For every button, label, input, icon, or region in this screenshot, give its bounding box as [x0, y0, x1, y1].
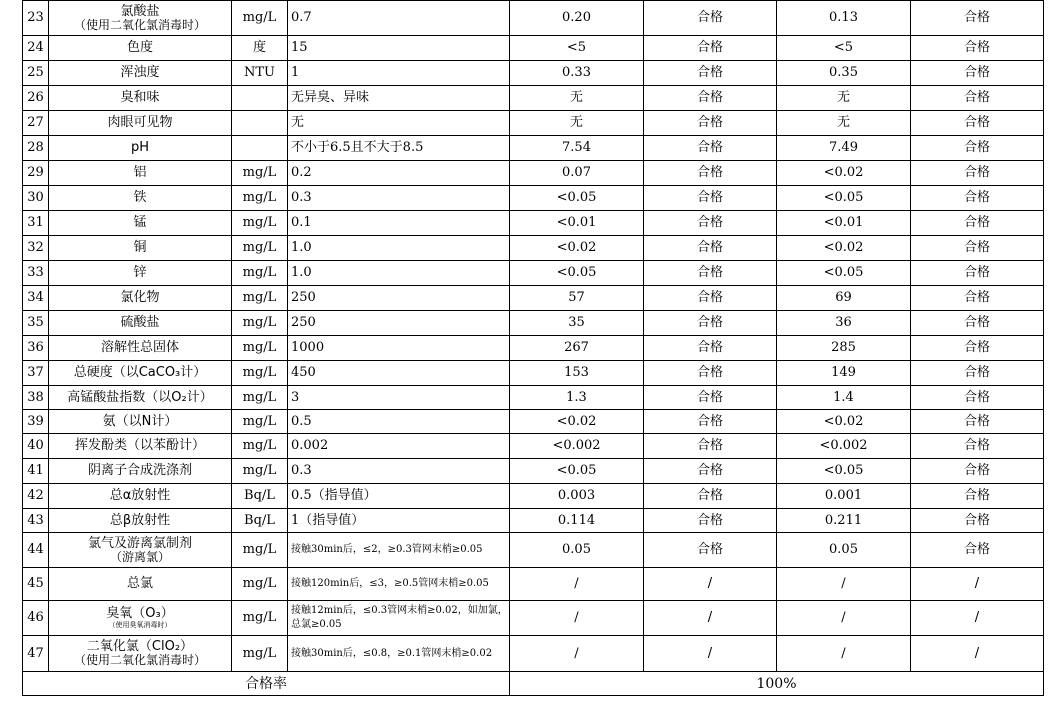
row-number: 38: [23, 386, 49, 410]
result-cell: 无: [510, 86, 644, 111]
judgment-cell: 合格: [911, 484, 1044, 509]
item-name-text: 氯酸盐: [120, 3, 160, 19]
result-cell: <0.01: [777, 211, 911, 236]
judgment-cell: /: [644, 568, 777, 601]
unit-cell: mg/L: [232, 261, 288, 286]
results-table-body: [23, 1, 1044, 696]
judgment-cell: 合格: [911, 459, 1044, 484]
result-cell: <0.01: [510, 211, 644, 236]
item-name-text: 铝: [133, 165, 147, 180]
judgment-cell: 合格: [911, 261, 1044, 286]
result-cell: /: [510, 636, 644, 672]
table-row: [23, 601, 1044, 636]
item-name-note: （使用二氧化氯消毒时）: [73, 653, 206, 667]
table-row: [23, 61, 1044, 86]
judgment-cell: 合格: [644, 533, 777, 568]
item-name-text: 氨（以N计）: [102, 413, 178, 429]
table-row: [23, 236, 1044, 261]
judgment-cell: 合格: [644, 86, 777, 111]
item-name-note: （使用臭氧消毒时）: [108, 620, 172, 629]
unit-cell: mg/L: [232, 568, 288, 601]
row-number: 26: [23, 86, 49, 111]
item-name-text: 铁: [133, 190, 147, 205]
item-name: [49, 261, 232, 286]
item-name-text: 臭氧（O₃）: [106, 605, 174, 621]
judgment-cell: 合格: [911, 286, 1044, 311]
item-name: [49, 61, 232, 86]
result-cell: 0.13: [777, 1, 911, 36]
result-cell: 0.05: [510, 533, 644, 568]
table-row: [23, 261, 1044, 286]
judgment-cell: /: [644, 601, 777, 636]
item-name: [49, 36, 232, 61]
item-name-text: pH: [130, 140, 150, 155]
judgment-cell: 合格: [911, 361, 1044, 386]
limit-cell: 无: [288, 111, 510, 136]
row-number: 25: [23, 61, 49, 86]
row-number: 37: [23, 361, 49, 386]
result-cell: 0.001: [777, 484, 911, 509]
item-name: [49, 311, 232, 336]
item-name: [49, 286, 232, 311]
result-cell: 0.20: [510, 1, 644, 36]
row-number: 24: [23, 36, 49, 61]
result-cell: <0.02: [777, 410, 911, 434]
table-row: [23, 509, 1044, 533]
result-cell: 153: [510, 361, 644, 386]
result-cell: 0.33: [510, 61, 644, 86]
judgment-cell: 合格: [911, 36, 1044, 61]
unit-cell: NTU: [232, 61, 288, 86]
row-number: 45: [23, 568, 49, 601]
item-name: [49, 211, 232, 236]
result-cell: 0.003: [510, 484, 644, 509]
judgment-cell: 合格: [911, 509, 1044, 533]
judgment-cell: 合格: [911, 1, 1044, 36]
judgment-cell: 合格: [911, 311, 1044, 336]
item-name: [49, 386, 232, 410]
limit-cell: 0.002: [288, 434, 510, 459]
judgment-cell: 合格: [644, 509, 777, 533]
row-number: 42: [23, 484, 49, 509]
row-number: 30: [23, 186, 49, 211]
item-name: [49, 111, 232, 136]
judgment-cell: 合格: [911, 61, 1044, 86]
judgment-cell: 合格: [911, 533, 1044, 568]
unit-cell: mg/L: [232, 361, 288, 386]
limit-cell: 接触120min后，≤3，≥0.5管网末梢≥0.05: [288, 568, 510, 601]
result-cell: 285: [777, 336, 911, 361]
result-cell: 57: [510, 286, 644, 311]
limit-cell: 不小于6.5且不大于8.5: [288, 136, 510, 161]
result-cell: <0.002: [510, 434, 644, 459]
judgment-cell: 合格: [644, 459, 777, 484]
unit-cell: mg/L: [232, 386, 288, 410]
item-name: [49, 484, 232, 509]
row-number: 32: [23, 236, 49, 261]
row-number: 36: [23, 336, 49, 361]
unit-cell: mg/L: [232, 410, 288, 434]
table-row: [23, 568, 1044, 601]
result-cell: 1.4: [777, 386, 911, 410]
limit-cell: 1（指导值）: [288, 509, 510, 533]
item-name: [49, 186, 232, 211]
limit-cell: 0.1: [288, 211, 510, 236]
row-number: 44: [23, 533, 49, 568]
limit-cell: 3: [288, 386, 510, 410]
result-cell: 0.211: [777, 509, 911, 533]
table-row: [23, 386, 1044, 410]
limit-cell: 接触12min后，≤0.3管网末梢≥0.02，如加氯，总氯≥0.05: [288, 601, 510, 636]
item-name: [49, 336, 232, 361]
item-name-text: 挥发酚类（以苯酚计）: [74, 438, 205, 453]
row-number: 41: [23, 459, 49, 484]
judgment-cell: /: [911, 568, 1044, 601]
item-name-text: 氯化物: [120, 290, 160, 305]
unit-cell: mg/L: [232, 434, 288, 459]
result-cell: <0.05: [777, 186, 911, 211]
item-name-text: 锌: [133, 265, 147, 280]
judgment-cell: 合格: [644, 261, 777, 286]
item-name-text: 臭和味: [120, 90, 160, 105]
result-cell: <5: [510, 36, 644, 61]
judgment-cell: 合格: [644, 361, 777, 386]
table-row: [23, 459, 1044, 484]
unit-cell: [232, 136, 288, 161]
table-row: [23, 361, 1044, 386]
judgment-cell: 合格: [911, 186, 1044, 211]
result-cell: <0.05: [510, 261, 644, 286]
item-name: [49, 459, 232, 484]
judgment-cell: 合格: [911, 86, 1044, 111]
result-cell: 267: [510, 336, 644, 361]
item-name: [49, 86, 232, 111]
judgment-cell: 合格: [644, 136, 777, 161]
judgment-cell: 合格: [644, 186, 777, 211]
item-name-text: 高锰酸盐指数（以O₂计）: [67, 389, 213, 405]
judgment-cell: 合格: [644, 61, 777, 86]
results-table: [22, 0, 1044, 696]
result-cell: 7.54: [510, 136, 644, 161]
item-name-text: 铜: [133, 240, 147, 255]
result-cell: /: [777, 636, 911, 672]
item-name: [49, 636, 232, 672]
judgment-cell: /: [911, 636, 1044, 672]
limit-cell: 0.5（指导值）: [288, 484, 510, 509]
judgment-cell: /: [911, 601, 1044, 636]
item-name-text: 肉眼可见物: [107, 115, 173, 130]
judgment-cell: 合格: [911, 111, 1044, 136]
row-number: 47: [23, 636, 49, 672]
result-cell: 69: [777, 286, 911, 311]
item-name: [49, 1, 232, 36]
limit-cell: 0.3: [288, 186, 510, 211]
item-name: [49, 533, 232, 568]
judgment-cell: 合格: [911, 410, 1044, 434]
limit-cell: 接触30min后，≤2，≥0.3管网末梢≥0.05: [288, 533, 510, 568]
item-name-note: （游离氯）: [109, 549, 170, 564]
result-cell: <0.05: [777, 261, 911, 286]
judgment-cell: 合格: [911, 336, 1044, 361]
result-cell: <0.02: [510, 410, 644, 434]
unit-cell: [232, 86, 288, 111]
judgment-cell: 合格: [644, 286, 777, 311]
limit-cell: 0.5: [288, 410, 510, 434]
judgment-cell: 合格: [911, 434, 1044, 459]
item-name: [49, 161, 232, 186]
result-cell: <0.05: [510, 459, 644, 484]
unit-cell: mg/L: [232, 186, 288, 211]
item-name: [49, 410, 232, 434]
table-row: [23, 336, 1044, 361]
row-number: 34: [23, 286, 49, 311]
table-row: [23, 111, 1044, 136]
row-number: 33: [23, 261, 49, 286]
judgment-cell: 合格: [644, 211, 777, 236]
result-cell: /: [777, 568, 911, 601]
table-row: [23, 636, 1044, 672]
result-cell: <0.05: [510, 186, 644, 211]
item-name: [49, 601, 232, 636]
result-cell: 35: [510, 311, 644, 336]
item-name-text: 浑浊度: [120, 65, 160, 80]
item-name-text: 色度: [126, 40, 153, 55]
table-row: [23, 86, 1044, 111]
table-row: [23, 533, 1044, 568]
limit-cell: 0.3: [288, 459, 510, 484]
unit-cell: mg/L: [232, 336, 288, 361]
judgment-cell: 合格: [911, 236, 1044, 261]
row-number: 40: [23, 434, 49, 459]
result-cell: 无: [510, 111, 644, 136]
result-cell: /: [510, 568, 644, 601]
judgment-cell: 合格: [911, 211, 1044, 236]
row-number: 39: [23, 410, 49, 434]
unit-cell: mg/L: [232, 311, 288, 336]
unit-cell: 度: [232, 36, 288, 61]
result-cell: 无: [777, 86, 911, 111]
table-row: [23, 36, 1044, 61]
unit-cell: mg/L: [232, 286, 288, 311]
result-cell: <0.02: [510, 236, 644, 261]
limit-cell: 450: [288, 361, 510, 386]
result-cell: 0.07: [510, 161, 644, 186]
judgment-cell: 合格: [911, 386, 1044, 410]
judgment-cell: 合格: [644, 111, 777, 136]
judgment-cell: 合格: [644, 386, 777, 410]
judgment-cell: 合格: [644, 410, 777, 434]
unit-cell: Bq/L: [232, 509, 288, 533]
unit-cell: mg/L: [232, 236, 288, 261]
item-name-text: 二氧化氯（ClO₂）: [86, 639, 194, 654]
item-name-text: 总硬度（以CaCO₃计）: [73, 365, 207, 380]
item-name-text: 阴离子合成洗涤剂: [87, 463, 192, 478]
limit-cell: 接触30min后，≤0.8，≥0.1管网末梢≥0.02: [288, 636, 510, 672]
item-name-text: 总α放射性: [109, 488, 171, 503]
judgment-cell: 合格: [644, 36, 777, 61]
result-cell: 0.35: [777, 61, 911, 86]
limit-cell: 15: [288, 36, 510, 61]
item-name: [49, 136, 232, 161]
table-row: [23, 211, 1044, 236]
judgment-cell: 合格: [644, 311, 777, 336]
table-row: [23, 136, 1044, 161]
result-cell: <0.002: [777, 434, 911, 459]
result-cell: 36: [777, 311, 911, 336]
result-cell: 无: [777, 111, 911, 136]
limit-cell: 0.7: [288, 1, 510, 36]
result-cell: <0.02: [777, 236, 911, 261]
result-cell: /: [777, 601, 911, 636]
item-name-text: 氯气及游离氯制剂: [87, 535, 192, 551]
table-row: [23, 161, 1044, 186]
item-name-text: 锰: [133, 215, 147, 230]
limit-cell: 1000: [288, 336, 510, 361]
judgment-cell: 合格: [644, 236, 777, 261]
unit-cell: mg/L: [232, 211, 288, 236]
item-name: [49, 236, 232, 261]
judgment-cell: 合格: [644, 484, 777, 509]
pass-rate-value: 100%: [510, 672, 1044, 696]
row-number: 28: [23, 136, 49, 161]
limit-cell: 1: [288, 61, 510, 86]
limit-cell: 0.2: [288, 161, 510, 186]
unit-cell: mg/L: [232, 533, 288, 568]
row-number: 27: [23, 111, 49, 136]
pass-rate-label: 合格率: [23, 672, 510, 696]
unit-cell: mg/L: [232, 459, 288, 484]
unit-cell: [232, 111, 288, 136]
result-cell: 7.49: [777, 136, 911, 161]
limit-cell: 1.0: [288, 236, 510, 261]
limit-cell: 无异臭、异味: [288, 86, 510, 111]
unit-cell: Bq/L: [232, 484, 288, 509]
result-cell: 0.05: [777, 533, 911, 568]
unit-cell: mg/L: [232, 601, 288, 636]
result-cell: /: [510, 601, 644, 636]
item-name: [49, 361, 232, 386]
limit-cell: 250: [288, 286, 510, 311]
judgment-cell: 合格: [911, 136, 1044, 161]
judgment-cell: 合格: [644, 336, 777, 361]
judgment-cell: 合格: [644, 434, 777, 459]
table-row: [23, 434, 1044, 459]
unit-cell: mg/L: [232, 636, 288, 672]
table-row: [23, 186, 1044, 211]
row-number: 35: [23, 311, 49, 336]
result-cell: 0.114: [510, 509, 644, 533]
limit-cell: 250: [288, 311, 510, 336]
row-number: 46: [23, 601, 49, 636]
result-cell: <0.02: [777, 161, 911, 186]
item-name-text: 硫酸盐: [120, 315, 160, 330]
row-number: 23: [23, 1, 49, 36]
item-name-text: 总氯: [126, 576, 153, 591]
item-name-text: 溶解性总固体: [100, 340, 179, 355]
row-number: 43: [23, 509, 49, 533]
pass-rate-row: [23, 672, 1044, 696]
limit-cell: 1.0: [288, 261, 510, 286]
result-cell: 1.3: [510, 386, 644, 410]
row-number: 31: [23, 211, 49, 236]
judgment-cell: 合格: [644, 161, 777, 186]
judgment-cell: 合格: [644, 1, 777, 36]
table-row: [23, 311, 1044, 336]
item-name: [49, 434, 232, 459]
table-row: [23, 286, 1044, 311]
row-number: 29: [23, 161, 49, 186]
unit-cell: mg/L: [232, 161, 288, 186]
item-name-note: （使用二氧化氯消毒时）: [73, 17, 206, 32]
judgment-cell: 合格: [911, 161, 1044, 186]
table-row: [23, 410, 1044, 434]
item-name: [49, 509, 232, 533]
unit-cell: mg/L: [232, 1, 288, 36]
judgment-cell: /: [644, 636, 777, 672]
result-cell: <0.05: [777, 459, 911, 484]
table-row: [23, 484, 1044, 509]
item-name: [49, 568, 232, 601]
item-name-text: 总β放射性: [109, 512, 171, 528]
result-cell: <5: [777, 36, 911, 61]
result-cell: 149: [777, 361, 911, 386]
table-row: [23, 1, 1044, 36]
